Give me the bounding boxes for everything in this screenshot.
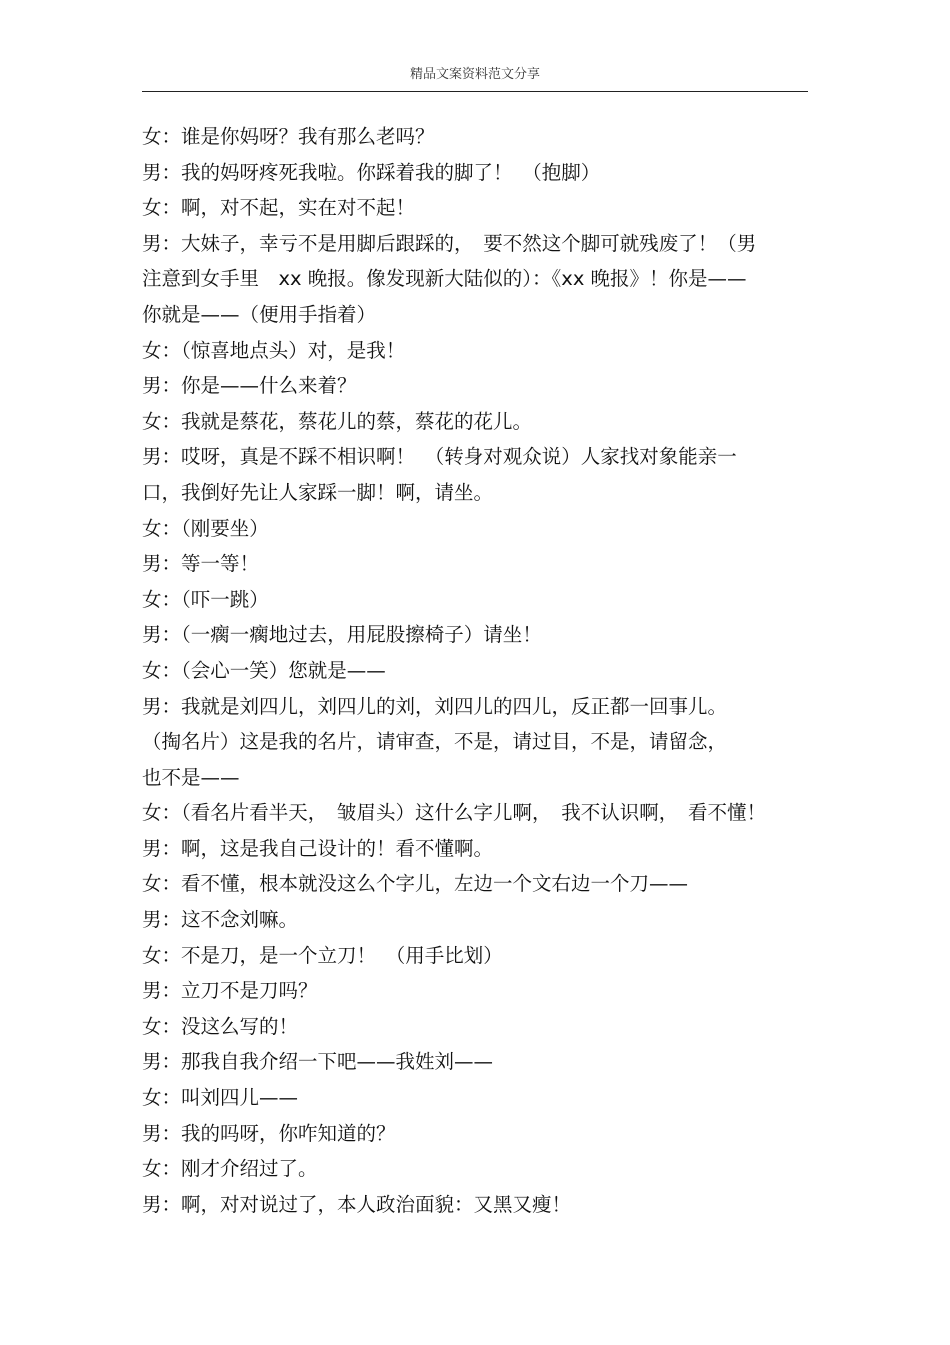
dialogue-line: 男：这不念刘嘛。 xyxy=(142,908,299,932)
dialogue-line: 男：你是——什么来着？ xyxy=(142,374,357,398)
dialogue-line: 注意到女手里 xx 晚报。像发现新大陆似的）：《xx 晚报》！你是—— xyxy=(142,267,747,291)
dialogue-line: 女：（吓一跳） xyxy=(142,587,269,611)
dialogue-line: 女：谁是你妈呀？我有那么老吗？ xyxy=(142,125,435,148)
dialogue-line: 男：等一等！ xyxy=(142,552,260,576)
dialogue-line: 女：（刚要坐） xyxy=(142,516,269,540)
page-header-title: 精品文案资料范文分享 xyxy=(409,67,540,82)
dialogue-line: 男：啊，对对说过了，本人政治面貌：又黑又瘦！ xyxy=(142,1192,572,1216)
dialogue-line: 女：（惊喜地点头）对，是我！ xyxy=(142,338,406,362)
dialogue-line: 口，我倒好先让人家踩一脚！啊，请坐。 xyxy=(142,480,494,504)
dialogue-line: 男：那我自我介绍一下吧——我姓刘—— xyxy=(142,1050,494,1074)
dialogue-line: 女：叫刘四儿—— xyxy=(142,1086,299,1110)
dialogue-line: （掏名片）这是我的名片，请审查，不是，请过目，不是，请留念， xyxy=(142,730,728,754)
dialogue-line: 也不是—— xyxy=(142,765,240,789)
dialogue-line: 女：不是刀，是一个立刀！ （用手比划） xyxy=(142,943,503,967)
dialogue-line: 男：哎呀，真是不踩不相识啊！ （转身对观众说）人家找对象能亲一 xyxy=(142,445,737,469)
dialogue-line: 男：立刀不是刀吗？ xyxy=(142,979,318,1003)
dialogue-line: 你就是——（便用手指着） xyxy=(142,302,377,326)
dialogue-line: 女：啊，对不起，实在对不起！ xyxy=(142,196,416,220)
header-divider xyxy=(142,91,808,92)
dialogue-line: 女：（看名片看半天， 皱眉头）这什么字儿啊， 我不认识啊， 看不懂！ xyxy=(142,801,767,825)
dialogue-line: 女：刚才介绍过了。 xyxy=(142,1157,318,1181)
script-body xyxy=(142,119,808,1222)
dialogue-line: 女：（会心一笑）您就是—— xyxy=(142,658,386,682)
dialogue-line: 男：我就是刘四儿，刘四儿的刘，刘四儿的四儿，反正都一回事儿。 xyxy=(142,694,728,718)
dialogue-line: 男：我的吗呀，你咋知道的？ xyxy=(142,1121,396,1145)
dialogue-line: 男：大妹子，幸亏不是用脚后跟踩的， 要不然这个脚可就残废了！（男 xyxy=(142,231,757,255)
dialogue-line: 男：我的妈呀疼死我啦。你踩着我的脚了！ （抱脚） xyxy=(142,160,601,184)
dialogue-line: 女：看不懂，根本就没这么个字儿，左边一个文右边一个刀—— xyxy=(142,872,689,896)
dialogue-line: 男：（一瘸一瘸地过去，用屁股擦椅子）请坐！ xyxy=(142,623,542,647)
dialogue-line: 女：我就是蔡花，蔡花儿的蔡，蔡花的花儿。 xyxy=(142,409,533,433)
dialogue-line: 女：没这么写的！ xyxy=(142,1014,299,1038)
dialogue-line: 男：啊，这是我自己设计的！看不懂啊。 xyxy=(142,836,494,860)
